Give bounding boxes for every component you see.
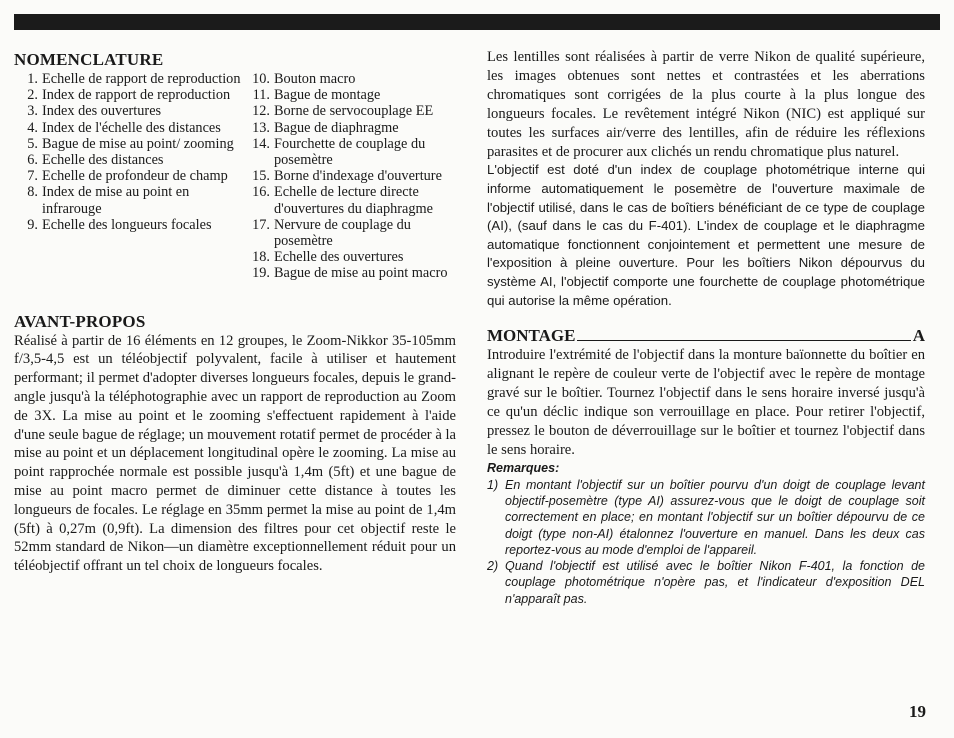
remarks-label: Remarques:: [487, 460, 560, 475]
nomenclature-item-text: Borne de servocouplage EE: [274, 103, 434, 120]
nomenclature-item-number: 11.: [252, 87, 270, 104]
nomenclature-item: [14, 217, 242, 233]
nomenclature-item-text: Bague de mise au point macro: [274, 265, 448, 282]
avant-propos-body: Réalisé à partir de 16 éléments en 12 groupes, le Zoom-Nikkor 35-105mm f/3,5-4,5 est un téléobjectif polyvalent, facile à utiliser et hautement performant; il permet d'adopter diverses longueurs focales, depuis le grand-angle jusqu'à la téléphotographie avec un rapport de reproduction au Zoom de 3X. La mise au point et le zooming s'effectuent rapidement à l'aide d'une seule bague de réglage; un mouvement rotatif permet de procéder à la mise au point et un déplacement longitudinal opère le zooming. La mise au point rapprochée normale est possible jusqu'à 1,4m (5ft) et une bague de mise au point macro permet de diminuer cette distance à toutes les longueurs de focales. Le réglage en 35mm permet la mise au point de 1,4m (5ft) à 0,27m (0,9ft). La dimension des filtres pour cet objectif reste le 52mm standard de Nikon—un diamètre exceptionnellement réduit pour un téléobjectif offrant un tel choix de longueurs focales.: [14, 332, 456, 575]
nomenclature-list: [14, 71, 456, 282]
top-rule: [14, 14, 940, 30]
nomenclature-item: [14, 136, 242, 152]
nomenclature-item: [14, 184, 242, 216]
nomenclature-item-number: 14.: [252, 135, 270, 152]
nomenclature-item-text: Echelle des distances: [42, 152, 164, 169]
nomenclature-item-number: 17.: [252, 216, 270, 233]
nomenclature-item-text: Echelle de rapport de reproduction: [42, 71, 241, 87]
nomenclature-item: [242, 136, 456, 168]
nomenclature-item-text: Borne d'indexage d'ouverture: [274, 168, 442, 185]
nomenclature-item-number: 5.: [27, 135, 38, 152]
nomenclature-column-2: [242, 71, 456, 282]
nomenclature-item: [242, 184, 456, 216]
montage-title: MONTAGE: [487, 326, 576, 346]
nomenclature-item: [14, 120, 242, 136]
coupling-paragraph: L'objectif est doté d'un index de couplage photométrique interne qui informe automatiquement le posemètre de l'ouverture maximale de l'objectif utilisé, dans le cas de boîtiers bénéficiant de ce type de couplage (AI), (sauf dans le cas du F-401). L'index de couplage et le diaphragme automatique fonctionnent conjointement et permettent une mesure de l'exposition à pleine ouverture. Pour les boîtiers Nikon dépourvus du système AI, l'objectif comporte une fourchette de couplage photométrique qui autorise la même opération.: [487, 162, 925, 308]
remark-text: En montant l'objectif sur un boîtier pourvu d'un doigt de couplage levant objectif-posemètre (type AI) assurez-vous que le doigt de couplage soit correctement en place; en montant l'objectif sur un boîtier dépourvu de ce doigt (type non-AI) étalonnez l'ouverture en manuel. Dans les deux cas reportez-vous au mode d'emploi de l'appareil.: [505, 477, 925, 557]
nomenclature-item-number: 3.: [27, 103, 38, 120]
nomenclature-item-text: Index des ouvertures: [42, 103, 162, 120]
nomenclature-item: [14, 152, 242, 168]
nomenclature-item: [242, 120, 456, 136]
nomenclature-item-number: 6.: [27, 152, 38, 169]
nomenclature-item-number: 7.: [27, 168, 38, 185]
nomenclature-item-number: 15.: [252, 168, 270, 185]
heading-rule: [577, 340, 910, 341]
remark-item: [487, 477, 925, 558]
remarks-list: [487, 477, 925, 607]
nomenclature-item: [14, 168, 242, 184]
nomenclature-item-number: 16.: [252, 184, 270, 201]
nomenclature-item-text: Echelle de lecture directe d'ouvertures du diaphragme: [274, 184, 433, 217]
nomenclature-item-text: Bouton macro: [274, 71, 356, 87]
nomenclature-item: [242, 265, 456, 281]
avant-propos-section: [14, 312, 456, 576]
nomenclature-item-number: 18.: [252, 249, 270, 266]
montage-body: Introduire l'extrémité de l'objectif dans la monture baïonnette du boîtier en alignant le repère de couleur verte de l'objectif avec le repère de montage gravé sur le boîtier. Tournez l'objectif dans le sens horaire inversé jusqu'à ce qu'un déclic indique son verrouillage en place. Pour retirer l'objectif, pressez le bouton de déverrouillage sur le boîtier et tournez l'objectif dans le sens horaire.: [487, 347, 925, 458]
nomenclature-item: [14, 71, 242, 87]
remark-number: 2): [487, 559, 499, 574]
nomenclature-item-number: 9.: [27, 216, 38, 233]
nomenclature-item-number: 10.: [252, 71, 270, 87]
nomenclature-item: [242, 168, 456, 184]
avant-propos-title: AVANT-PROPOS: [14, 311, 146, 331]
nomenclature-item-text: Echelle des longueurs focales: [42, 216, 212, 233]
nomenclature-item-text: Bague de mise au point/ zooming: [42, 135, 234, 152]
nomenclature-item: [14, 87, 242, 103]
remark-number: 1): [487, 477, 499, 492]
nomenclature-item: [242, 217, 456, 249]
nomenclature-item-number: 2.: [27, 87, 38, 104]
nomenclature-item-number: 13.: [252, 119, 270, 136]
nomenclature-item: [242, 249, 456, 265]
nomenclature-item-number: 19.: [252, 265, 270, 282]
nomenclature-item-text: Bague de diaphragme: [274, 119, 399, 136]
nomenclature-item-number: 1.: [27, 71, 38, 87]
nomenclature-item: [242, 71, 456, 87]
nomenclature-item-text: Echelle des ouvertures: [274, 249, 404, 266]
lens-paragraph: Les lentilles sont réalisées à partir de verre Nikon de qualité supérieure, les images obtenues sont nettes et contrastées et les aberrations chromatiques sont corrigées de la plus courte à la plus longue des longueurs focales. Le revêtement intégré Nikon (NIC) est appliqué sur toutes les surfaces air/verre des lentilles, afin de réduire les réflexions parasites et de procurer aux clichés un rendu chromatique plus naturel.: [487, 49, 925, 160]
right-column: [487, 48, 925, 607]
nomenclature-item-text: Bague de montage: [274, 87, 381, 104]
nomenclature-item-number: 12.: [252, 103, 270, 120]
nomenclature-item-text: Nervure de couplage du posemètre: [274, 216, 411, 250]
nomenclature-item-text: Index de rapport de reproduction: [42, 87, 231, 104]
left-column: [14, 50, 456, 576]
nomenclature-item-text: Echelle de profondeur de champ: [42, 168, 228, 185]
nomenclature-title: NOMENCLATURE: [14, 50, 164, 69]
nomenclature-item-number: 4.: [27, 119, 38, 136]
nomenclature-item-text: Fourchette de couplage du posemètre: [274, 135, 426, 169]
nomenclature-item-text: Index de l'échelle des distances: [42, 119, 221, 136]
nomenclature-item: [14, 103, 242, 119]
montage-heading: [487, 326, 925, 346]
page-number: 19: [909, 702, 926, 721]
nomenclature-item: [242, 103, 456, 119]
remark-item: [487, 558, 925, 607]
nomenclature-item: [242, 87, 456, 103]
nomenclature-item-text: Index de mise au point en infrarouge: [42, 184, 190, 217]
nomenclature-item-number: 8.: [27, 184, 38, 201]
remark-text: Quand l'objectif est utilisé avec le boîtier Nikon F-401, la fonction de couplage photométrique n'opère pas, et l'indicateur d'exposition DEL n'apparaît pas.: [505, 559, 925, 606]
montage-letter: A: [912, 326, 925, 346]
nomenclature-column-1: [14, 71, 242, 282]
